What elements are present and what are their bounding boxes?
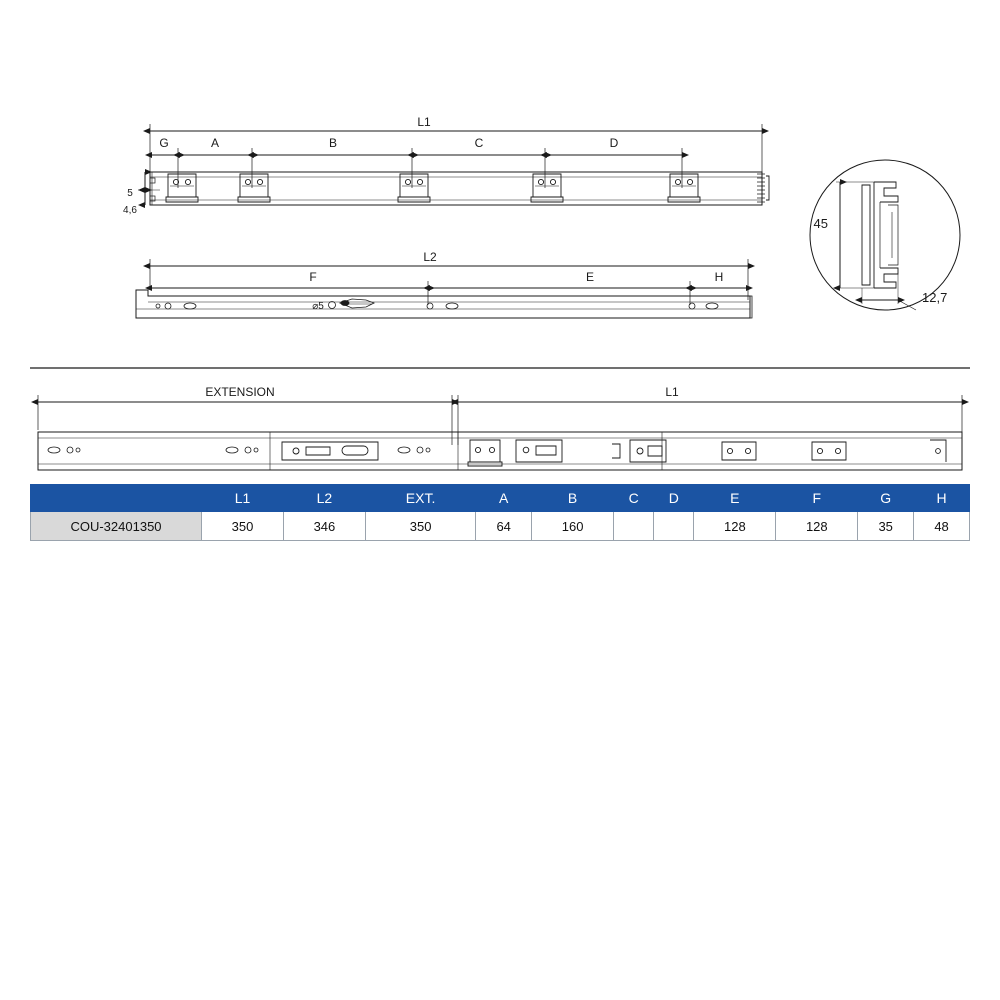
- cell-B: 160: [532, 512, 614, 541]
- label-F: F: [309, 270, 317, 284]
- label-hole-diameter: ⌀5: [312, 301, 324, 312]
- cell-F: 128: [776, 512, 858, 541]
- header-B: B: [532, 485, 614, 512]
- header-F: F: [776, 485, 858, 512]
- label-G: G: [159, 136, 169, 150]
- label-D: D: [609, 136, 619, 150]
- cell-L1: 350: [202, 512, 284, 541]
- cell-H: 48: [914, 512, 970, 541]
- header-EXT: EXT.: [365, 485, 475, 512]
- label-height-5: 5: [127, 188, 133, 199]
- cell-product-code: COU-32401350: [31, 512, 202, 541]
- cell-EXT: 350: [365, 512, 475, 541]
- label-section-height: 45: [813, 216, 828, 231]
- header-D: D: [654, 485, 694, 512]
- table-header-row: [31, 485, 970, 512]
- cell-C: [614, 512, 654, 541]
- header-C: C: [614, 485, 654, 512]
- cell-E: 128: [694, 512, 776, 541]
- label-L2: L2: [423, 250, 437, 264]
- header-L1: L1: [202, 485, 284, 512]
- label-B: B: [328, 136, 338, 150]
- header-L2: L2: [283, 485, 365, 512]
- cell-D: [654, 512, 694, 541]
- label-L1-top: L1: [417, 115, 431, 129]
- cell-G: 35: [858, 512, 914, 541]
- cell-A: 64: [476, 512, 532, 541]
- header-H: H: [914, 485, 970, 512]
- table-row: [31, 512, 970, 541]
- label-E: E: [585, 270, 595, 284]
- cell-L2: 346: [283, 512, 365, 541]
- header-code: [31, 485, 202, 512]
- label-C: C: [474, 136, 484, 150]
- header-A: A: [476, 485, 532, 512]
- header-G: G: [858, 485, 914, 512]
- header-E: E: [694, 485, 776, 512]
- label-section-width: 12,7: [922, 290, 948, 305]
- label-extension: EXTENSION: [205, 385, 275, 399]
- label-L1-bottom: L1: [665, 385, 679, 399]
- label-A: A: [210, 136, 220, 150]
- label-H: H: [714, 270, 724, 284]
- specifications-table: [30, 484, 970, 541]
- label-height-46: 4,6: [123, 205, 137, 216]
